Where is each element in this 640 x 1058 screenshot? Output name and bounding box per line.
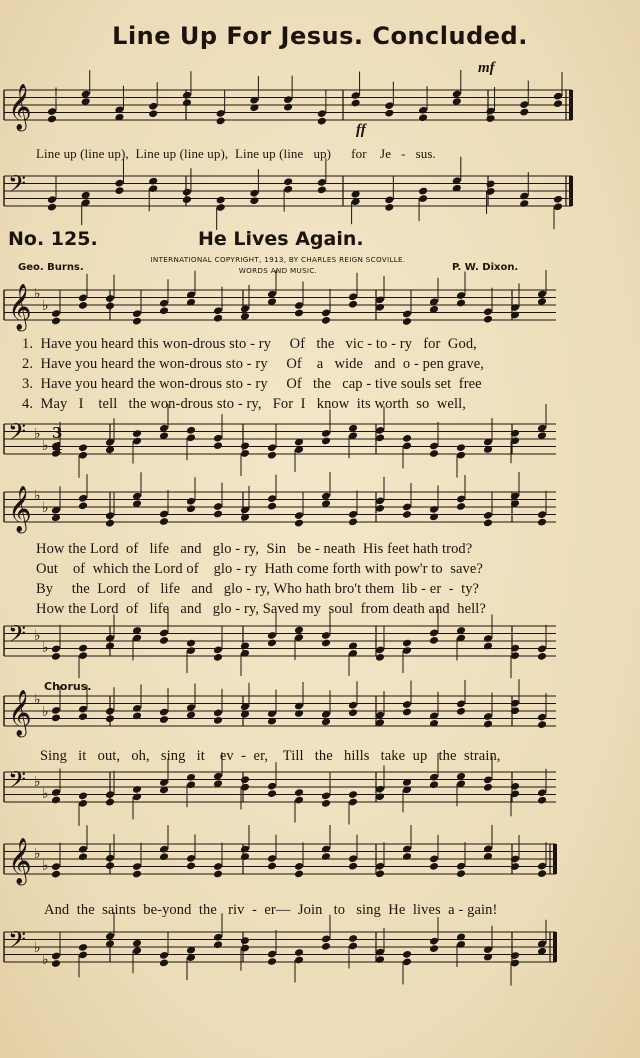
note-head — [267, 862, 277, 871]
bass-clef-icon: 𝄢 — [8, 926, 27, 959]
note-head — [78, 791, 88, 800]
note-head — [402, 852, 412, 861]
flat-icon: ♭ — [34, 628, 41, 644]
note-head — [418, 113, 428, 122]
note-head — [213, 870, 223, 879]
bass-staff-system-3 — [0, 620, 640, 680]
note-head — [213, 716, 223, 725]
note-head — [483, 642, 493, 651]
hymn-number: No. 125. — [8, 228, 98, 250]
note-head — [483, 720, 493, 729]
note-head — [294, 869, 304, 878]
note-head — [132, 939, 142, 948]
note-head — [429, 449, 439, 458]
note-head — [283, 177, 293, 186]
note-head — [553, 195, 563, 204]
note-head — [249, 196, 259, 205]
note-head — [213, 441, 223, 450]
note-head — [429, 512, 439, 521]
note-head — [240, 936, 250, 945]
note-head — [294, 519, 304, 528]
note-head — [51, 713, 61, 722]
treble-staff-system-2 — [0, 284, 640, 344]
chorus-label: Chorus. — [44, 680, 92, 693]
note-head — [51, 652, 61, 661]
flat-icon: ♭ — [42, 298, 49, 314]
flat-icon: ♭ — [34, 846, 41, 862]
note-head — [537, 720, 547, 729]
note-head — [78, 301, 88, 310]
note-head — [186, 639, 196, 648]
note-head — [51, 317, 61, 326]
treble-clef-icon: 𝄞 — [8, 690, 32, 736]
note-head — [267, 638, 277, 647]
note-head — [240, 441, 250, 450]
note-head — [537, 652, 547, 661]
treble-clef-icon: 𝄞 — [8, 84, 32, 130]
note-head — [267, 789, 277, 798]
verse-line: How the Lord of life and glo - ry, Sin be - neath His feet hath trod? — [36, 541, 473, 557]
note-head — [485, 180, 495, 189]
final-bar-thick — [553, 844, 557, 874]
note-head — [105, 519, 115, 528]
hymn-title: He Lives Again. — [198, 228, 364, 250]
note-head — [213, 940, 223, 949]
note-head — [267, 957, 277, 966]
treble-clef-icon: 𝄞 — [8, 284, 32, 330]
treble-staff-system-3 — [0, 486, 640, 546]
note-head — [105, 861, 115, 870]
treble-clef-icon: 𝄞 — [8, 486, 32, 532]
note-head — [519, 108, 529, 117]
flat-icon: ♭ — [42, 786, 49, 802]
note-head — [182, 195, 192, 204]
copyright-notice — [118, 254, 438, 276]
note-head — [402, 708, 412, 717]
note-head — [483, 315, 493, 324]
verse-line: Out of which the Lord of glo - ry Hath come forth with pow'r to save? — [36, 561, 483, 577]
note-head — [186, 504, 196, 513]
note-head — [456, 707, 466, 716]
final-bar-thick — [569, 176, 573, 206]
verse-line: By the Lord of life and glo - ry, Who hath bro't them lib - er - ty? — [36, 581, 480, 597]
flat-icon: ♭ — [42, 640, 49, 656]
note-head — [186, 861, 196, 870]
note-head — [348, 517, 358, 526]
note-head — [321, 799, 331, 808]
note-head — [429, 780, 439, 789]
verse-line: How the Lord of life and glo - ry, Saved my soul from death and hell? — [36, 601, 486, 617]
bass-staff-system-2 — [0, 418, 640, 478]
page-title: Line Up For Jesus. Concluded. — [112, 22, 528, 50]
note-head — [78, 501, 88, 510]
chorus-lyric-line-1: Sing it out, oh, sing it ev - er, Till the hills take up the strain, — [40, 748, 501, 764]
note-head — [294, 948, 304, 957]
note-head — [283, 103, 293, 112]
flat-icon: ♭ — [42, 438, 49, 454]
time-signature-top: 3 — [52, 424, 63, 442]
note-head — [317, 185, 327, 194]
time-signature-bottom: 4 — [52, 439, 63, 457]
note-head — [105, 302, 115, 311]
note-head — [348, 300, 358, 309]
note-head — [348, 708, 358, 717]
bass-staff-system-5 — [0, 920, 640, 990]
note-head — [159, 306, 169, 315]
note-head — [213, 510, 223, 519]
bass-clef-icon: 𝄢 — [8, 766, 27, 799]
note-head — [159, 636, 169, 645]
copyright-line-1: INTERNATIONAL COPYRIGHT, 1913, BY CHARLES REIGN SCOVILLE. — [150, 255, 406, 264]
note-head — [114, 186, 124, 195]
note-head — [321, 942, 331, 951]
treble-staff-system-5 — [0, 832, 640, 902]
note-head — [456, 869, 466, 878]
bass-clef-icon: 𝄢 — [8, 418, 27, 451]
final-bar-thick — [569, 90, 573, 120]
flat-icon: ♭ — [34, 286, 41, 302]
flat-icon: ♭ — [42, 952, 49, 968]
note-head — [294, 709, 304, 718]
note-head — [105, 798, 115, 807]
note-head — [47, 203, 57, 212]
flat-icon: ♭ — [34, 774, 41, 790]
bass-clef-icon: 𝄢 — [8, 620, 27, 653]
note-head — [317, 117, 327, 126]
dynamic-mf: mf — [478, 60, 495, 76]
treble-clef-icon: 𝄞 — [8, 838, 32, 884]
treble-staff-system-4 — [0, 690, 640, 750]
note-head — [321, 639, 331, 648]
note-head — [213, 653, 223, 662]
verse-line: 2. Have you heard the won-drous sto - ry Of a wide and o - pen grave, — [22, 356, 485, 372]
dynamic-ff: ff — [356, 122, 366, 138]
verse-line: 4. May I tell the won-drous sto - ry, For I know its worth so well, — [22, 396, 466, 412]
note-head — [321, 852, 331, 861]
note-head — [456, 933, 466, 942]
note-head — [159, 852, 169, 861]
note-head — [267, 502, 277, 511]
note-head — [78, 644, 88, 653]
chorus-lyric-line-2: And the saints be-yond the riv - er— Join to sing He lives a - gain! — [44, 902, 498, 918]
note-head — [537, 518, 547, 527]
note-head — [384, 109, 394, 118]
bass-clef-icon: 𝄢 — [8, 170, 27, 203]
note-head — [213, 314, 223, 323]
note-head — [348, 790, 358, 799]
note-head — [553, 99, 563, 108]
note-head — [456, 299, 466, 308]
note-head — [429, 862, 439, 871]
note-head — [456, 502, 466, 511]
note-head — [402, 317, 412, 326]
note-head — [402, 639, 412, 648]
note-head — [132, 429, 142, 438]
note-head — [294, 309, 304, 318]
note-head — [240, 775, 250, 784]
note-head — [47, 115, 57, 124]
note-head — [159, 517, 169, 526]
note-head — [351, 99, 361, 108]
flat-icon: ♭ — [42, 500, 49, 516]
note-head — [132, 785, 142, 794]
bass-staff-system-1 — [0, 168, 640, 228]
note-head — [51, 959, 61, 968]
note-head — [456, 443, 466, 452]
note-head — [402, 950, 412, 959]
note-head — [148, 109, 158, 118]
note-head — [483, 783, 493, 792]
note-head — [51, 870, 61, 879]
note-head — [402, 434, 412, 443]
note-head — [418, 187, 428, 196]
note-head — [51, 795, 61, 804]
copyright-line-2: WORDS AND MUSIC. — [238, 266, 318, 275]
flat-icon: ♭ — [34, 426, 41, 442]
note-head — [267, 451, 277, 460]
hymn-author: Geo. Burns. — [18, 262, 84, 273]
note-head — [402, 510, 412, 519]
bass-staff-system-4 — [0, 766, 640, 826]
note-head — [78, 712, 88, 721]
verse-line: 3. Have you heard the won-drous sto - ry Of the cap - tive souls set free — [22, 376, 482, 392]
note-head — [483, 518, 493, 527]
note-head — [182, 98, 192, 107]
flat-icon: ♭ — [34, 940, 41, 956]
note-head — [159, 958, 169, 967]
note-head — [78, 443, 88, 452]
verse-line: 1. Have you heard this won-drous sto - ry Of the vic - to - ry for God, — [22, 336, 477, 352]
note-head — [429, 944, 439, 953]
final-bar-thick — [553, 932, 557, 962]
note-head — [429, 636, 439, 645]
note-head — [132, 317, 142, 326]
note-head — [240, 852, 250, 861]
lyric-line-first-song: Line up (line up), Line up (line up), Line up (line up) for Je - sus. — [36, 146, 436, 161]
note-head — [186, 773, 196, 782]
flat-icon: ♭ — [34, 692, 41, 708]
flat-icon: ♭ — [42, 858, 49, 874]
note-head — [537, 796, 547, 805]
flat-icon: ♭ — [34, 488, 41, 504]
note-head — [159, 715, 169, 724]
note-head — [216, 116, 226, 125]
note-head — [348, 862, 358, 871]
note-head — [321, 436, 331, 445]
note-head — [148, 177, 158, 186]
note-head — [519, 199, 529, 208]
note-head — [78, 852, 88, 861]
note-head — [132, 870, 142, 879]
hymn-composer: P. W. Dixon. — [452, 262, 519, 273]
note-head — [537, 869, 547, 878]
note-head — [294, 788, 304, 797]
note-head — [321, 316, 331, 325]
note-head — [348, 934, 358, 943]
note-head — [485, 114, 495, 123]
flat-icon: ♭ — [42, 704, 49, 720]
note-head — [216, 196, 226, 205]
note-head — [384, 203, 394, 212]
note-head — [78, 943, 88, 952]
note-head — [105, 714, 115, 723]
note-head — [186, 426, 196, 435]
